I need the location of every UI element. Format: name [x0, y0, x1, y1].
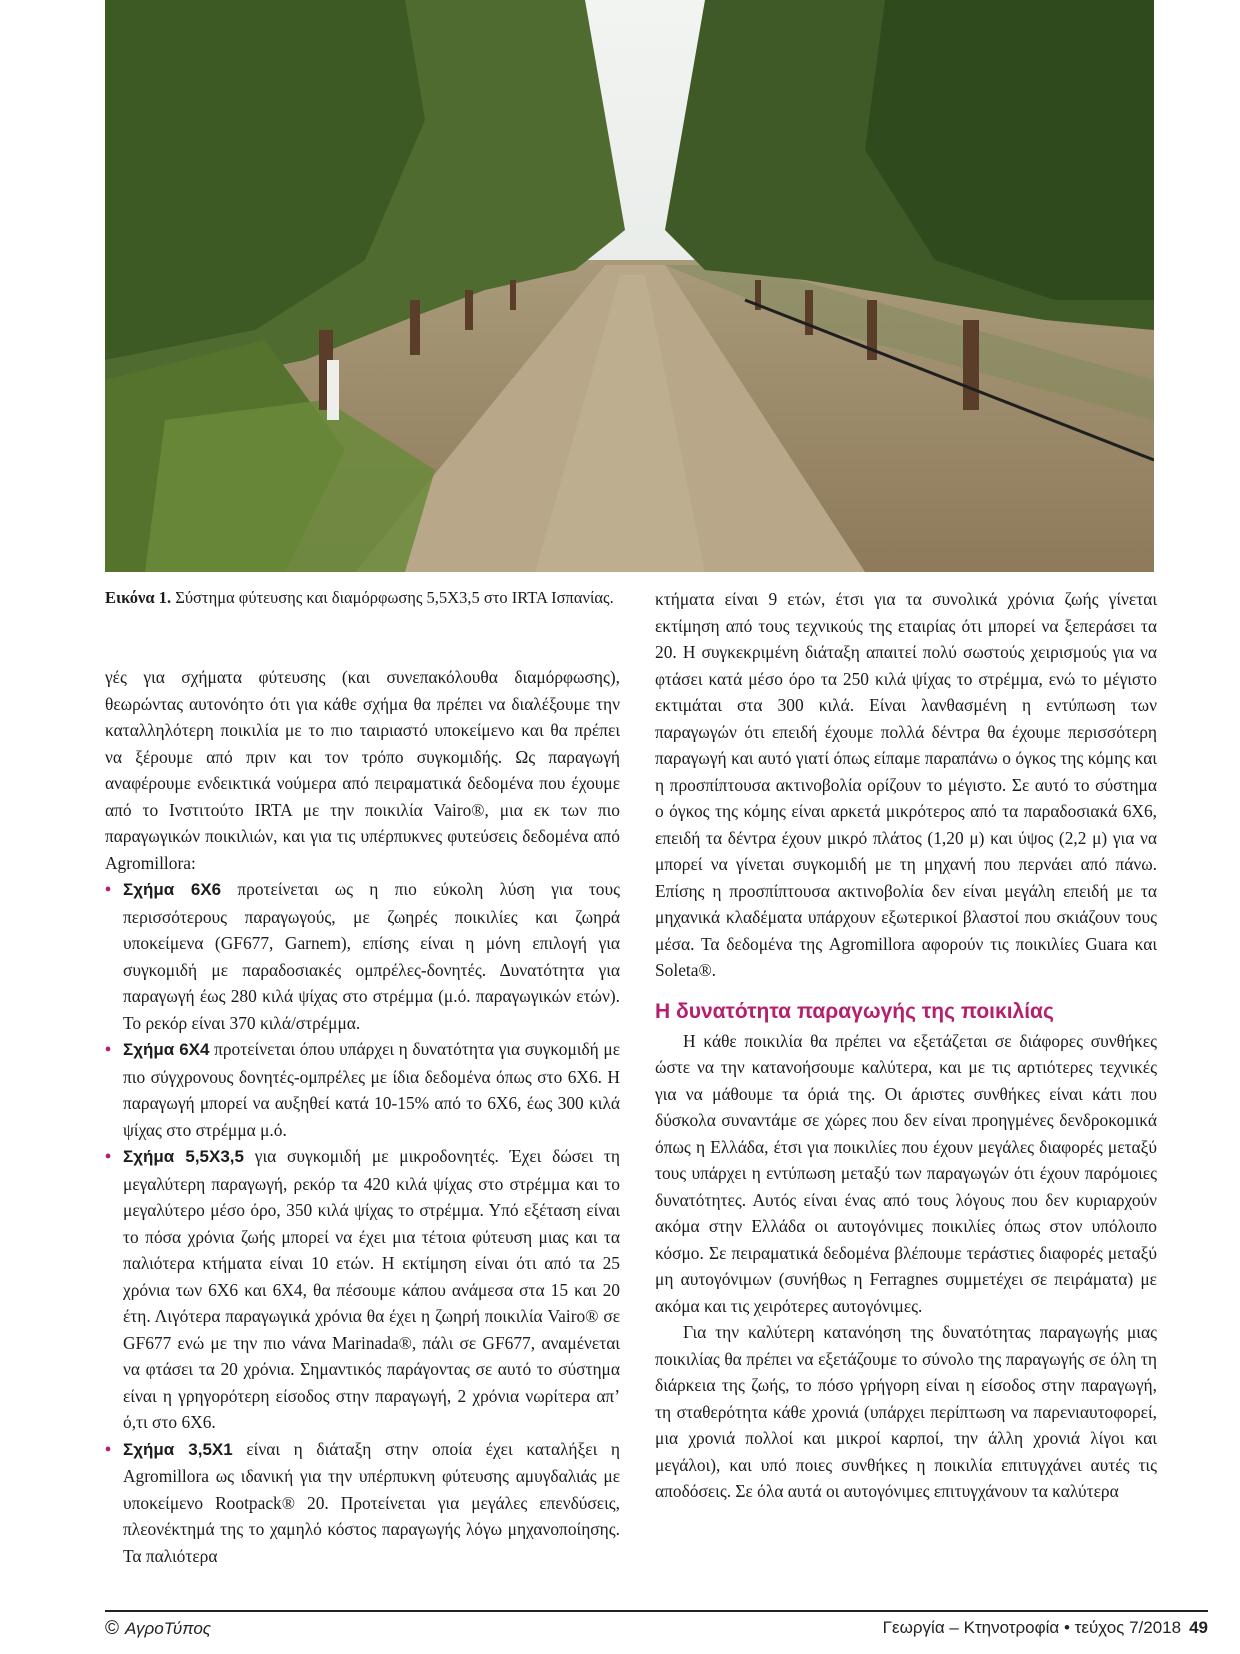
- scheme-text: προτείνεται ως η πιο εύκολη λύση για τους περισσότερους παραγωγούς, με ζωηρές ποικιλίες και ζωηρά υποκείμενα (GF677, Garnem), επίσης είναι η μόνη επιλογή για συγκομιδή με παραδοσιακές ομπρέλες-δονητές. Δυνατότητα για παραγωγή έως 280 κιλά ψίχας στο στρέμμα (μ.ό. παραγωγικών ετών). Το ρεκόρ είναι 370 κιλά/στρέμμα.: [123, 879, 620, 1033]
- page-number: 49: [1189, 1618, 1208, 1637]
- footer-issue: [883, 1618, 1208, 1638]
- list-item: [105, 1036, 620, 1143]
- body-paragraph: Η κάθε ποικιλία θα πρέπει να εξετάζεται σε διάφορες συνθήκες ώστε να την κατανοήσουμε καλύτερα, και με τις αρτιότερες τεχνικές για να μάθουμε τα όριά της. Οι άριστες συνθήκες είναι κάτι που δύσκολα συναντάμε σε χώρες που δεν είναι προηγμένες δενδροκομικά όπως η Ελλάδα, έτσι για ποικιλίες που έχουν μεγάλες διαφορές μεταξύ τους υπάρχει η εντύπωση μεταξύ των παραγωγών ότι έχουν παρόμοιες δυνατότητες. Αυτός είναι ένας από τους λόγους που δεν κυριαρχούν ακόμα στην Ελλάδα οι αυτογόνιμες ποικιλίες όπως στον υπόλοιπο κόσμο. Σε πειραματικά δεδομένα βλέπουμε τεράστιες διαφορές μεταξύ μη αυτογόνιμων (συνήθως η Ferragnes συμμετέχει σε πειράματα) με ακόμα και τις χειρότερες αυτογόνιμες.: [655, 1030, 1157, 1316]
- scheme-text: προτείνεται όπου υπάρχει η δυνατότητα για συγκομιδή με πιο σύγχρονους δονητές-ομπρέλες με ίδια δεδομένα όπως στο 6Χ6. Η παραγωγή μπορεί να αυξηθεί κατά 10-15% από το 6Χ6, έως 300 κιλά ψίχας στο στρέμμα μ.ό.: [123, 1039, 620, 1140]
- list-item: [105, 876, 620, 1036]
- section-heading: Η δυνατότητα παραγωγής της ποικιλίας: [655, 999, 1054, 1023]
- list-item: [105, 1143, 620, 1436]
- footer-divider: [105, 1610, 1208, 1612]
- scheme-text: για συγκομιδή με μικροδονητές. Έχει δώσει τη μεγαλύτερη παραγωγή, ρεκόρ τα 420 κιλά ψίχας στο στρέμμα και το μεγαλύτερο μέσο όρο, 350 κιλά ψίχας το στρέμμα. Υπό εξέταση είναι το πόσα χρόνια ζωής μπορεί να έχει μια τέτοια φύτευση μιας και τα παλιότερα κτήματα είναι 10 ετών. Η εκτίμηση είναι ότι από τα 25 χρόνια των 6Χ6 και 6Χ4, θα πέσουμε κάπου ανάμεσα στα 15 και 20 έτη. Λιγότερα παραγωγικά χρόνια θα έχει η ζωηρή ποικιλία Vairo® σε GF677 ενώ με την πιο νάνα Marinada®, πάλι σε GF677, αναμένεται να φτάσει τα 20 χρόνια. Σημαντικός παράγοντας σε αυτό το σύστημα είναι η γρηγορότερη είσοδος στην παραγωγή, 2 χρόνια νωρίτερα απ’ ό,τι στο 6Χ6.: [123, 1146, 620, 1432]
- copyright-icon: ©: [105, 1618, 119, 1639]
- publisher-name: ΑγροΤύπος: [125, 1619, 212, 1638]
- magazine-issue: Γεωργία – Κτηνοτροφία • τεύχος 7/2018: [882, 1618, 1182, 1637]
- right-continuation-paragraph: κτήματα είναι 9 ετών, έτσι για τα συνολικά χρόνια ζωής γίνεται εκτίμηση από τους τεχνικούς της εταιρίας ότι μπορεί να ξεπεράσει τα 20. Η συγκεκριμένη διάταξη απαιτεί πολύ σωστούς χειρισμούς για να φτάσει κατά μέσο όρο τα 250 κιλά ψίχας το στρέμμα, ενώ το μέγιστο εκτιμάται στα 300 κιλά. Είναι λανθασμένη η εντύπωση των παραγωγών ότι επειδή έχουμε πολλά δέντρα θα έχουμε περισσότερη παραγωγή και αυτό γιατί όπως είπαμε παραπάνω ο όγκος της κόμης και η προσπίπτουσα ακτινοβολία ορίζουν το μέγιστο. Σε αυτό το σύστημα ο όγκος της κόμης είναι αρκετά μικρότερος από τα παραδοσιακά 6Χ6, επειδή τα δέντρα έχουν μικρό πλάτος (1,20 μ) και ύψος (2,2 μ) για να μπορεί να γίνεται συγκομιδή με τη μηχανή που περνάει από πάνω. Επίσης η προσπίπτουσα ακτινοβολία δεν είναι μεγάλη επειδή με τα μηχανικά κλαδέματα υπάρχουν εξωτερικοί βλαστοί που σκιάζουν τους μέσα. Τα δεδομένα της Agromillora αφορούν τις ποικιλίες Guara και Soleta®.: [655, 589, 1157, 980]
- scheme-term: Σχήμα 3,5Χ1: [123, 1439, 233, 1459]
- scheme-text: είναι η διάταξη στην οποία έχει καταλήξει η Agromillora ως ιδανική για την υπέρπυκνη φύτευσης αμυγδαλιάς με υποκείμενο Rootpack® 20. Προτείνεται για μεγάλες επενδύσεις, πλεονέκτημά της το χαμηλό κόστος παραγωγής λόγω μηχανοποίησης. Τα παλιότερα: [123, 1438, 621, 1566]
- right-column: [655, 586, 1157, 1505]
- scheme-term: Σχήμα 6Χ4: [123, 1040, 210, 1059]
- list-item: [105, 1436, 620, 1570]
- planting-schemes-list: [105, 876, 620, 1569]
- orchard-photo: [105, 0, 1154, 572]
- scheme-term: Σχήμα 6Χ6: [123, 880, 222, 899]
- caption-text: Σύστημα φύτευσης και διαμόρφωσης 5,5Χ3,5 στο IRTA Ισπανίας.: [175, 588, 614, 607]
- caption-label: Εικόνα 1.: [105, 588, 172, 607]
- left-column: [105, 664, 620, 1569]
- body-paragraph: Για την καλύτερη κατανόηση της δυνατότητας παραγωγής μιας ποικιλίας θα πρέπει να εξετάζουμε το σύνολο της παραγωγής σε όλη τη διάρκεια της ζωής, το πόσο γρήγορη είναι η είσοδος στην παραγωγή, τη σταθερότητα κάθε χρονιά (υπάρχει περίπτωση να παρενιαυτοφορεί, μια χρονιά πολλοί και μικροί καρποί, την άλλη χρονιά λίγοι και μεγάλοι), και υπό ποιες συνθήκες η ποικιλία επιτυγχάνει αυτές τις αποδόσεις. Σε όλα αυτά οι αυτογόνιμες επιτυγχάνουν τα καλύτερα: [655, 1322, 1157, 1501]
- footer-publisher: [105, 1618, 211, 1640]
- left-intro-paragraph: γές για σχήματα φύτευσης (και συνεπακόλουθα διαμόρφωσης), θεωρώντας αυτονόητο ότι για κάθε σχήμα θα πρέπει να διαλέξουμε την καταλληλότερη ποικιλία με το πιο ταιριαστό υποκείμενο και θα πρέπει να ξέρουμε από πριν και τον τρόπο συγκομιδής. Ως παραγωγή αναφέρουμε ενδεικτικά νούμερα από πειραματικά δεδομένα που έχουμε από το Ινστιτούτο IRTA με την ποικιλία Vairo®, μια εκ των πιο παραγωγικών ποικιλιών, και για τις υπέρπυκνες φυτεύσεις δεδομένα από Agromillora:: [105, 667, 620, 873]
- scheme-term: Σχήμα 5,5Χ3,5: [123, 1147, 244, 1166]
- figure-caption: [105, 586, 625, 610]
